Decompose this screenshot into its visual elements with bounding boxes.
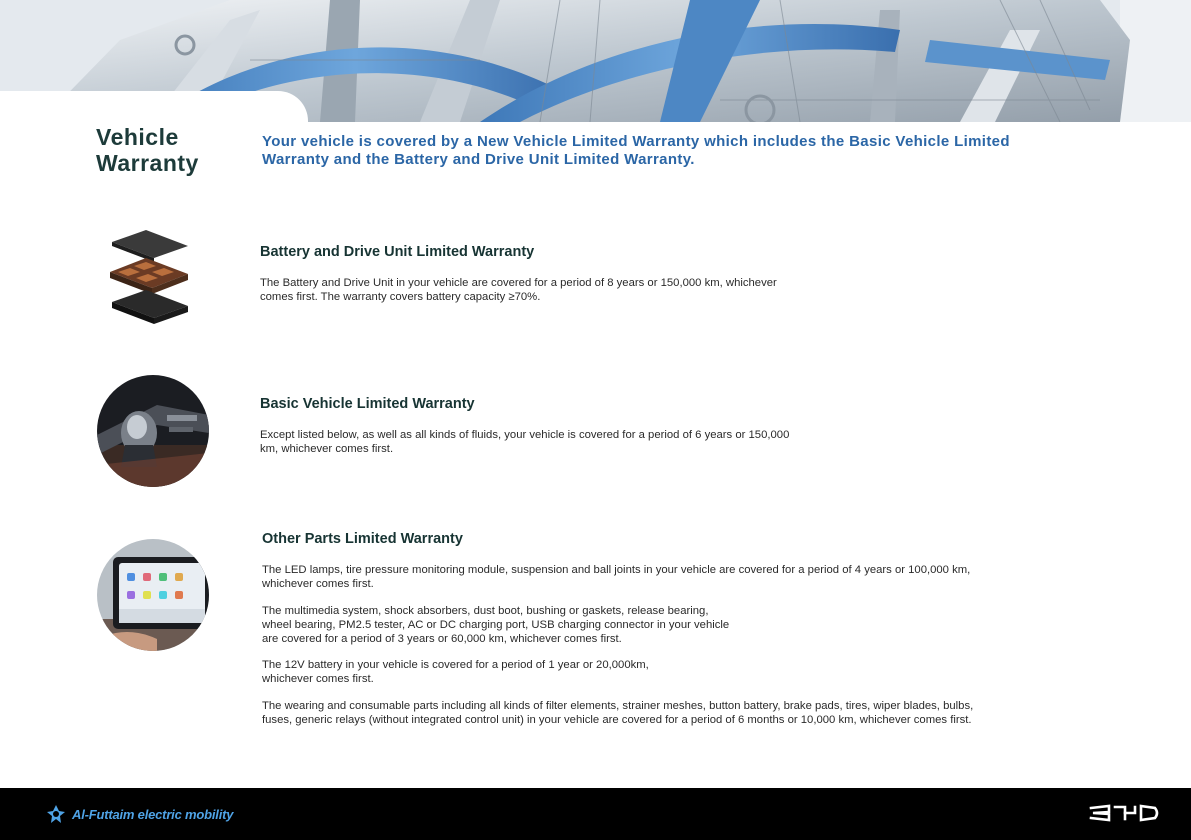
paragraph-other-parts-4: The wearing and consumable parts including all kinds of filter elements, strainer meshes, button battery, brake pads, tires, wiper blades, bulbs, fuses, generic relays (without integrated control unit) in your vehicle are covered for a period of 6 months or 10,000 km, whichever comes first. <box>262 700 974 726</box>
paragraph-basic: Except listed below, as well as all kinds of fluids, your vehicle is covered for a period of 6 years or 150,000 km, whichever comes first. <box>260 429 790 455</box>
intro-text: Your vehicle is covered by a New Vehicle Limited Warranty which includes the Basic Vehicle Limited Warranty and the Battery and Drive Unit Limited Warranty. <box>262 133 1010 168</box>
page-title: Vehicle Warranty <box>96 124 199 176</box>
paragraph-other-parts-2a: The multimedia system, shock absorbers, dust boot, bushing or gaskets, release bearing, wheel bearing, PM2.5 tester, AC or DC charging port, USB charging connector in your vehicle are covered for a period of 3 years or 60,000 km, whichever comes first. <box>262 605 730 645</box>
battery-pack-icon <box>106 228 192 326</box>
hero-banner <box>0 0 1191 122</box>
section-heading-battery: Battery and Drive Unit Limited Warranty <box>260 244 535 260</box>
byd-logo[interactable] <box>1089 804 1161 822</box>
paragraph-battery: The Battery and Drive Unit in your vehicle are covered for a period of 8 years or 150,000 km, whichever comes first. The warranty covers battery capacity ≥70%. <box>260 277 777 303</box>
section-heading-other-parts: Other Parts Limited Warranty <box>262 531 463 547</box>
brand-name: Al-Futtaim electric mobility <box>72 806 234 822</box>
paragraph-other-parts-1: The LED lamps, tire pressure monitoring module, suspension and ball joints in your vehicle are covered for a period of 4 years or 100,000 km, whichever comes first. <box>262 564 971 590</box>
footer-bar <box>0 788 1191 840</box>
hero-tab-cutout <box>0 91 308 122</box>
al-futtaim-brand[interactable] <box>46 804 233 824</box>
al-futtaim-logo-icon <box>46 804 66 824</box>
infotainment-screen-icon <box>97 539 209 651</box>
gear-shifter-icon <box>97 375 209 487</box>
paragraph-other-parts-3: The 12V battery in your vehicle is covered for a period of 1 year or 20,000km, whichever comes first. <box>262 659 649 685</box>
section-heading-basic: Basic Vehicle Limited Warranty <box>260 396 475 412</box>
